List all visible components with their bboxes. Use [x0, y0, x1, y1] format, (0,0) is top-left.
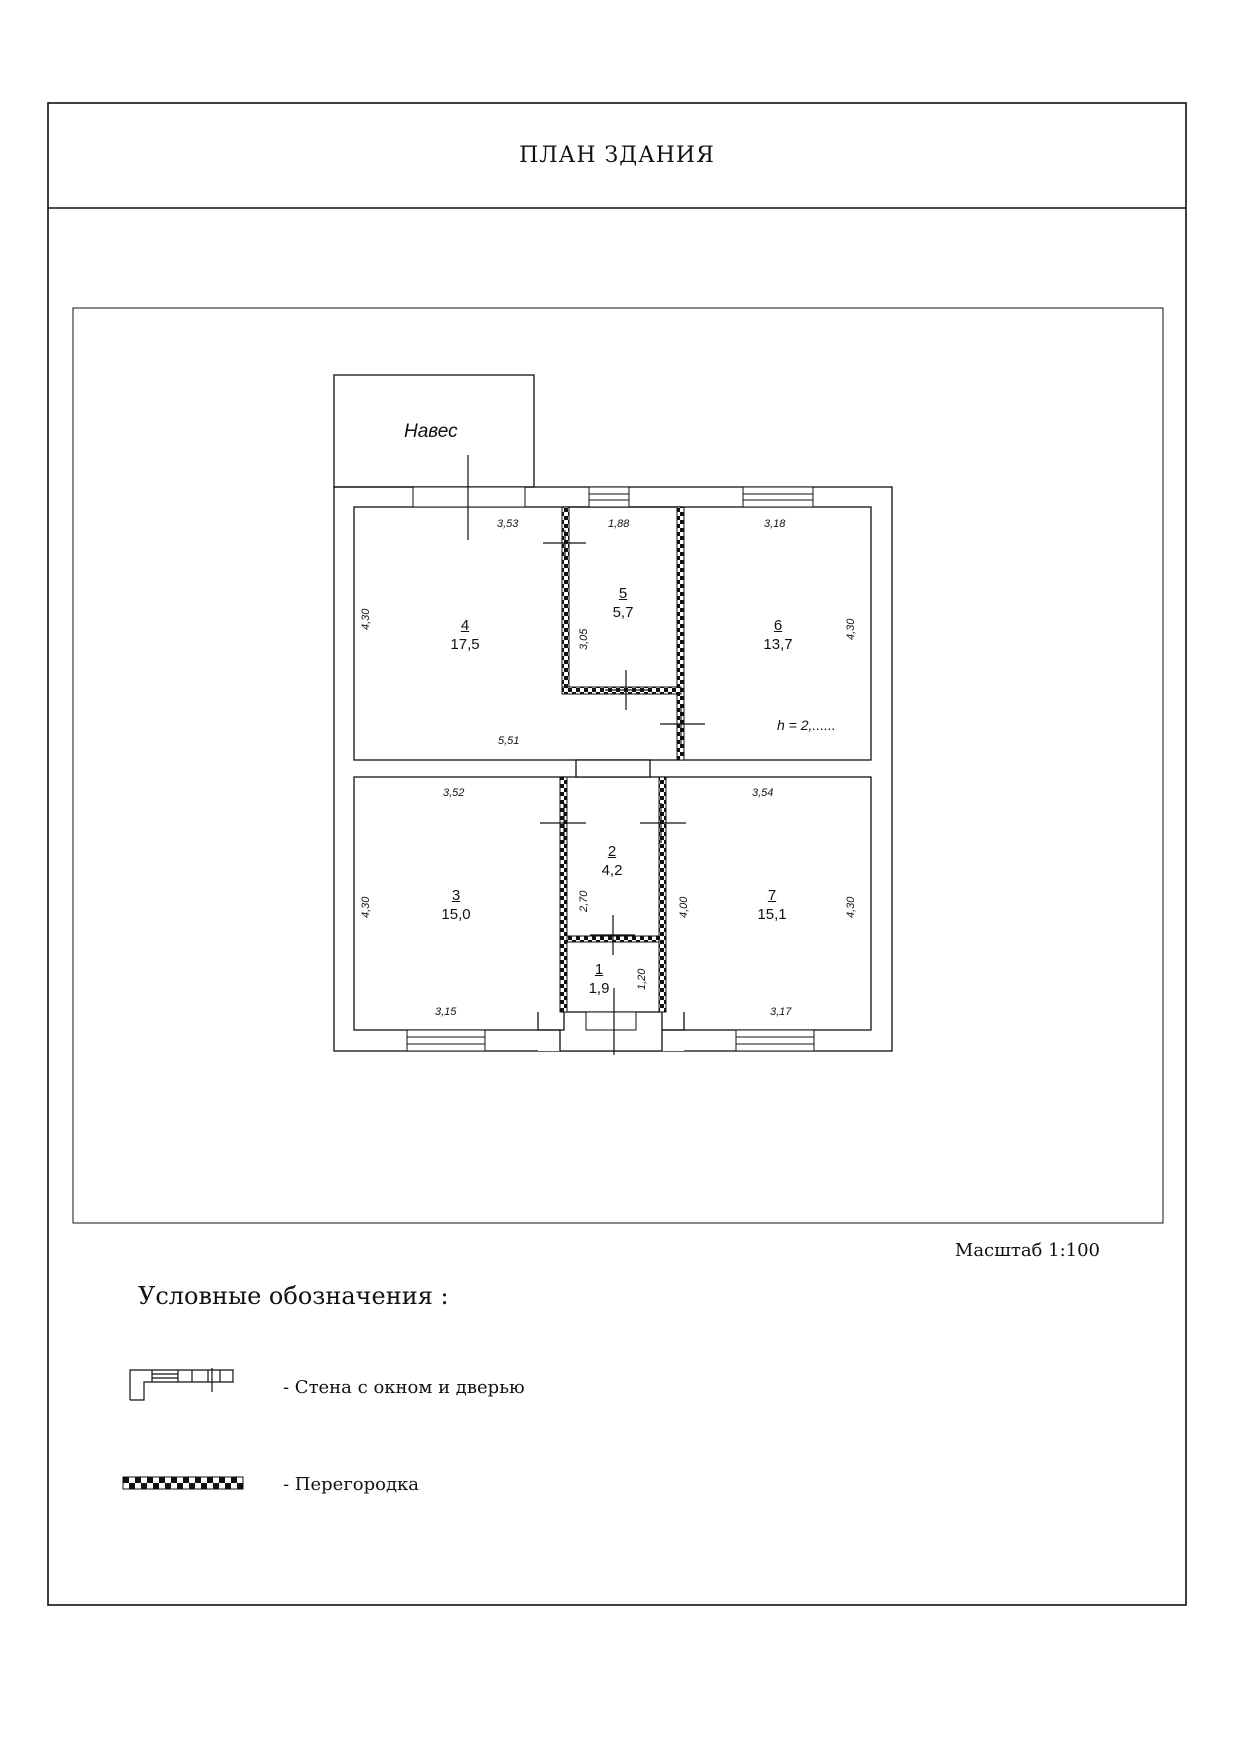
scale-label: Масштаб 1:100 [954, 1240, 1100, 1261]
dim-r2-side: 2,70 [578, 890, 590, 912]
room-area: 5,7 [612, 604, 634, 621]
window-bottom-right [736, 1030, 814, 1051]
window-top-left [413, 487, 525, 507]
height-note: h = 2,...... [777, 717, 836, 733]
room-number: 7 [767, 887, 777, 904]
legend-text-wall: - Стена с окном и дверью [283, 1377, 525, 1398]
room-label-7 [742, 886, 802, 924]
room-area: 13,7 [763, 636, 793, 653]
room-number: 3 [451, 887, 461, 904]
dim-r1-side: 1,20 [636, 968, 648, 990]
room-area: 17,5 [450, 636, 480, 653]
dim-r4-bottom: 5,51 [498, 735, 520, 747]
room-number: 1 [594, 961, 604, 978]
room-area: 15,1 [757, 906, 787, 923]
dim-r5-top: 1,88 [608, 518, 630, 530]
dim-r4-left: 4,30 [360, 608, 372, 630]
room-label-6 [748, 616, 808, 654]
dim-r7-bottom: 3,17 [770, 1006, 792, 1018]
dim-r3-top: 3,52 [443, 787, 465, 799]
legend-symbol-wall [128, 1368, 238, 1402]
dim-r7-left: 4,00 [678, 896, 690, 918]
dim-r5-side: 3,05 [578, 628, 590, 650]
room-number: 5 [618, 585, 628, 602]
dim-r6-top: 3,18 [764, 518, 786, 530]
dim-r7-right: 4,30 [845, 896, 857, 918]
window-top-right [743, 487, 813, 507]
room-4 [354, 507, 681, 760]
dim-r4-top: 3,53 [497, 518, 519, 530]
room-area: 4,2 [601, 862, 623, 879]
window-entrance [586, 1012, 636, 1030]
room-label-3 [426, 886, 486, 924]
room-area: 15,0 [441, 906, 471, 923]
window-top-mid [589, 487, 629, 507]
room-label-2 [582, 842, 642, 880]
room-area: 1,9 [588, 980, 610, 997]
dim-r3-bottom: 3,15 [435, 1006, 457, 1018]
dim-r3-left: 4,30 [360, 896, 372, 918]
room-number: 6 [773, 617, 783, 634]
room-number: 2 [607, 843, 617, 860]
legend-text-partition: - Перегородка [283, 1474, 420, 1495]
page-title: ПЛАН ЗДАНИЯ [519, 142, 715, 168]
room-label-4 [435, 616, 495, 654]
room-number: 4 [460, 617, 470, 634]
room-label-5 [593, 584, 653, 622]
room-label-1 [569, 960, 629, 998]
legend-title: Условные обозначения : [138, 1282, 449, 1310]
window-bottom-left [407, 1030, 485, 1051]
door-opening-4-2 [576, 760, 650, 777]
dim-r7-top: 3,54 [752, 787, 774, 799]
canopy-label: Навес [404, 421, 458, 442]
legend-symbol-partition [122, 1476, 244, 1490]
dim-r6-right: 4,30 [845, 618, 857, 640]
